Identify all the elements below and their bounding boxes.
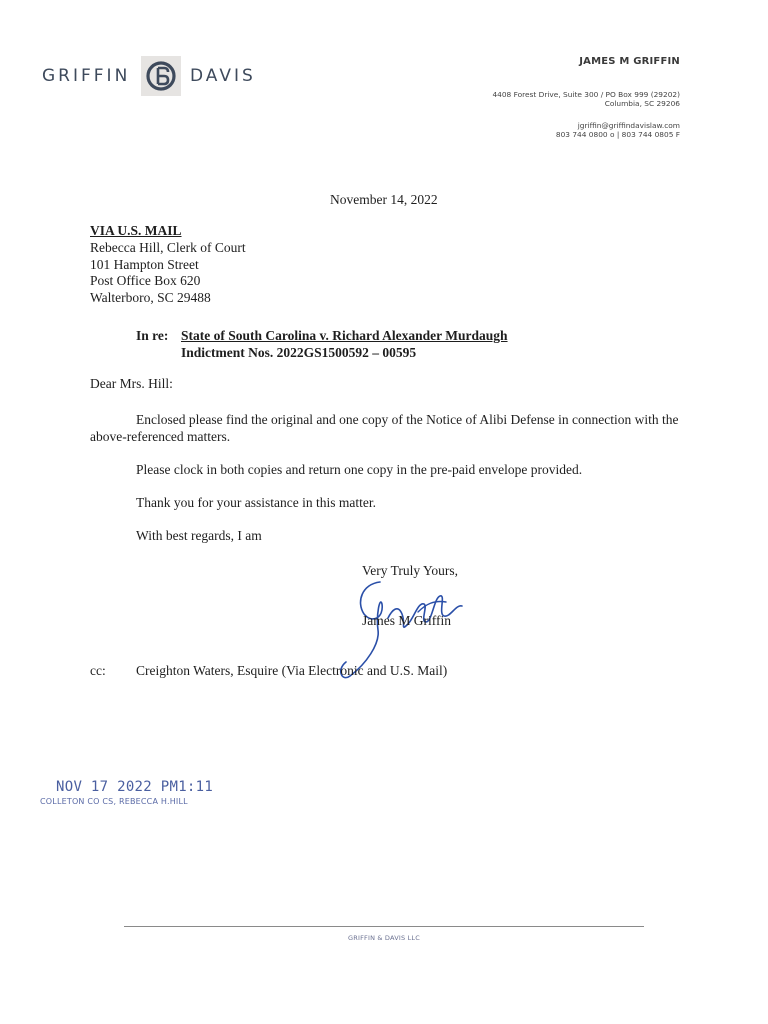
letter-date: November 14, 2022 [330,192,438,207]
body-paragraph-1: Enclosed please find the original and one copy of the Notice of Alibi Defense in connection with the above-referenced matters. [90,412,679,444]
recipient-line: 101 Hampton Street [90,256,199,272]
logo-davis-text: DAVIS [190,66,256,86]
sender-phones: 803 744 0800 o | 803 744 0805 F [555,130,680,139]
case-caption: State of South Carolina v. Richard Alexander Murdaugh [181,328,508,343]
body-paragraph-3: Thank you for your assistance in this matter. [136,495,376,510]
recipient-address [90,240,246,306]
address-line-2: Columbia, SC 29206 [604,99,680,108]
salutation: Dear Mrs. Hill: [90,376,173,391]
body-paragraph-2: Please clock in both copies and return one copy in the pre-paid envelope provided. [136,462,583,477]
closing: Very Truly Yours, [362,563,459,578]
sender-address [492,90,680,108]
cc-label: cc: [90,663,106,678]
footer-divider [124,926,644,927]
address-line-1: 4408 Forest Drive, Suite 300 / PO Box 999 (29202) [492,90,680,99]
recipient-line: Rebecca Hill, Clerk of Court [90,240,246,255]
delivery-method: VIA U.S. MAIL [90,223,182,238]
sender-name: JAMES M GRIFFIN [579,56,680,67]
firm-logo-icon [141,56,181,96]
filing-stamp-date: NOV 17 2022 PM1:11 [56,779,214,795]
recipient-line: Walterboro, SC 29488 [90,289,211,305]
logo-griffin-text: GRIFFIN [42,66,131,86]
body-paragraph-4: With best regards, I am [136,528,262,543]
signer-name: James M Griffin [362,613,451,628]
sender-contact [556,121,680,139]
recipient-line: Post Office Box 620 [90,273,201,289]
sender-email: jgriffin@griffindavislaw.com [577,121,680,130]
re-label: In re: [136,328,169,343]
filing-stamp-clerk: COLLETON CO CS, REBECCA H.HILL [40,797,188,806]
cc-recipient: Creighton Waters, Esquire (Via Electronic and U.S. Mail) [136,663,448,678]
footer-firm-name: GRIFFIN & DAVIS LLC [348,934,420,942]
indictment-numbers: Indictment Nos. 2022GS1500592 – 00595 [181,345,417,360]
